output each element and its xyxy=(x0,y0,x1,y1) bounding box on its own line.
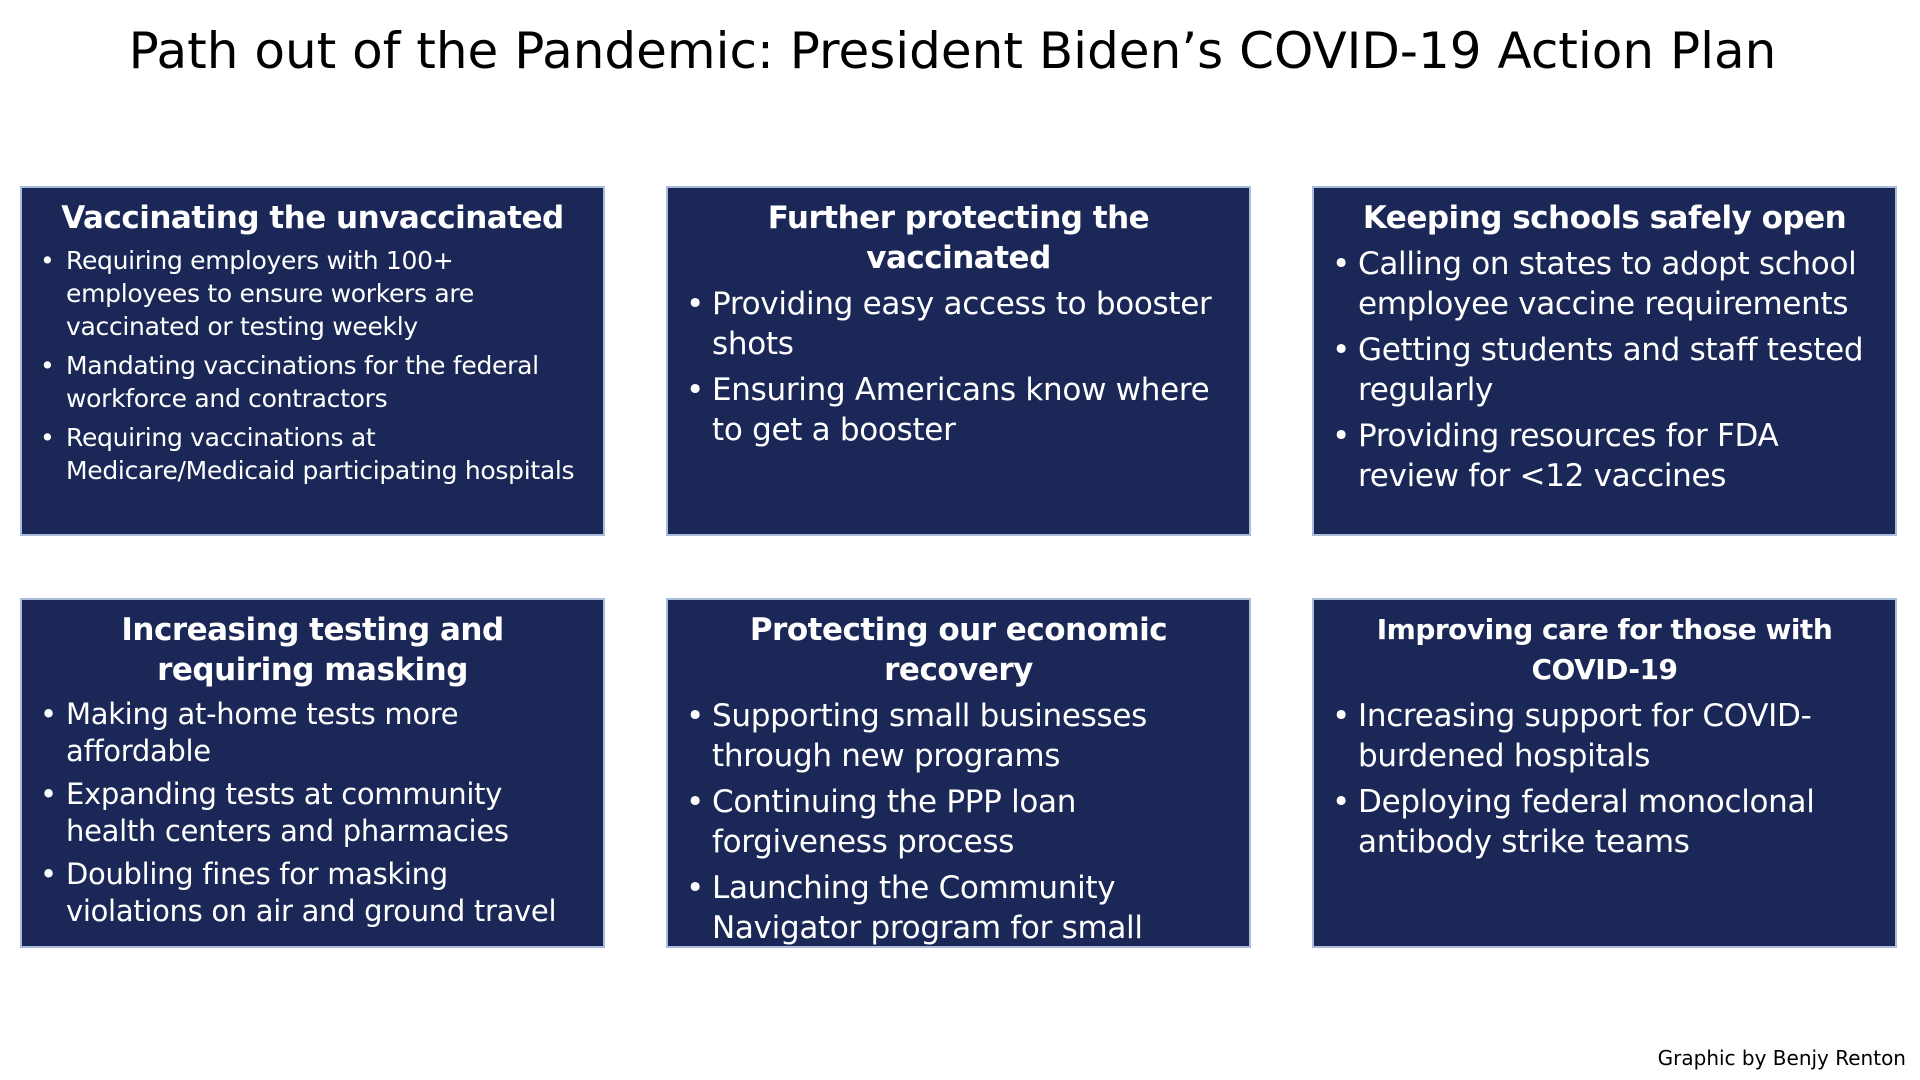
card-protecting-vaccinated xyxy=(666,186,1251,536)
bullet-text: Expanding tests at community health centers and pharmacies xyxy=(66,777,509,848)
bullet-icon: • xyxy=(40,857,57,891)
bullet-item xyxy=(1330,416,1879,496)
bullet-icon: • xyxy=(1332,418,1350,454)
bullet-item xyxy=(38,349,587,415)
card-heading: Further protecting the vaccinated xyxy=(767,200,1150,276)
bullet-icon: • xyxy=(686,286,704,322)
card-heading: Improving care for those with COVID-19 xyxy=(1376,613,1833,686)
bullet-icon: • xyxy=(686,698,704,734)
bullet-icon: • xyxy=(686,372,704,408)
bullet-list xyxy=(1330,244,1879,496)
bullet-item xyxy=(684,782,1233,862)
page-title: Path out of the Pandemic: President Biden’s COVID-19 Action Plan xyxy=(128,22,1777,80)
card-heading: Protecting our economic recovery xyxy=(749,612,1168,688)
bullet-text: Making at-home tests more affordable xyxy=(66,697,459,768)
bullet-text: Supporting small businesses through new programs xyxy=(712,698,1147,774)
bullet-text: Getting students and staff tested regularly xyxy=(1358,332,1864,408)
card-vaccinating-unvaccinated xyxy=(20,186,605,536)
bullet-icon: • xyxy=(1332,332,1350,368)
bullet-item xyxy=(1330,244,1879,324)
bullet-text: Providing resources for FDA review for <12 vaccines xyxy=(1358,418,1779,494)
bullet-item xyxy=(1330,782,1879,862)
bullet-item xyxy=(38,856,587,930)
bullet-item xyxy=(38,696,587,770)
bullet-item xyxy=(38,776,587,850)
bullet-icon: • xyxy=(40,423,55,452)
bullet-item xyxy=(684,370,1233,450)
bullet-item xyxy=(1330,696,1879,776)
bullet-text: Ensuring Americans know where to get a booster xyxy=(712,372,1210,448)
bullet-text: Providing easy access to booster shots xyxy=(712,286,1212,362)
bullet-text: Launching the Community Navigator program for small businesses xyxy=(712,870,1143,986)
bullet-text: Doubling fines for masking violations on air and ground travel xyxy=(66,857,557,928)
bullet-item xyxy=(684,696,1233,776)
bullet-icon: • xyxy=(686,870,704,906)
card-heading: Keeping schools safely open xyxy=(1362,200,1847,236)
bullet-list xyxy=(684,696,1233,988)
bullet-text: Requiring vaccinations at Medicare/Medicaid participating hospitals xyxy=(66,423,575,485)
bullet-icon: • xyxy=(40,351,55,380)
bullet-icon: • xyxy=(40,697,57,731)
card-economic-recovery xyxy=(666,598,1251,986)
bullet-icon: • xyxy=(40,246,55,275)
bullet-item xyxy=(684,868,1233,988)
bullet-text: Calling on states to adopt school employee vaccine requirements xyxy=(1358,246,1857,322)
bullet-text: Continuing the PPP loan forgiveness process xyxy=(712,784,1077,860)
bullet-list xyxy=(1330,696,1879,862)
bullet-text: Requiring employers with 100+ employees to ensure workers are vaccinated or testing weekly xyxy=(66,246,474,341)
card-improving-care xyxy=(1312,598,1897,948)
bullet-item xyxy=(1330,330,1879,410)
credit-text: Graphic by Benjy Renton xyxy=(1657,1046,1906,1070)
card-heading: Vaccinating the unvaccinated xyxy=(61,200,564,236)
bullet-text: Deploying federal monoclonal antibody strike teams xyxy=(1358,784,1815,860)
bullet-icon: • xyxy=(1332,784,1350,820)
bullet-list xyxy=(684,284,1233,450)
bullet-item xyxy=(38,421,587,487)
bullet-icon: • xyxy=(1332,698,1350,734)
bullet-text: Increasing support for COVID-burdened hospitals xyxy=(1358,698,1812,774)
bullet-icon: • xyxy=(686,784,704,820)
bullet-item xyxy=(684,284,1233,364)
card-keeping-schools-open xyxy=(1312,186,1897,536)
bullet-text: Mandating vaccinations for the federal workforce and contractors xyxy=(66,351,539,413)
bullet-item xyxy=(38,244,587,343)
bullet-list xyxy=(38,696,587,930)
bullet-icon: • xyxy=(40,777,57,811)
card-testing-masking xyxy=(20,598,605,948)
bullet-list xyxy=(38,244,587,487)
card-heading: Increasing testing and requiring masking xyxy=(121,612,504,688)
bullet-icon: • xyxy=(1332,246,1350,282)
